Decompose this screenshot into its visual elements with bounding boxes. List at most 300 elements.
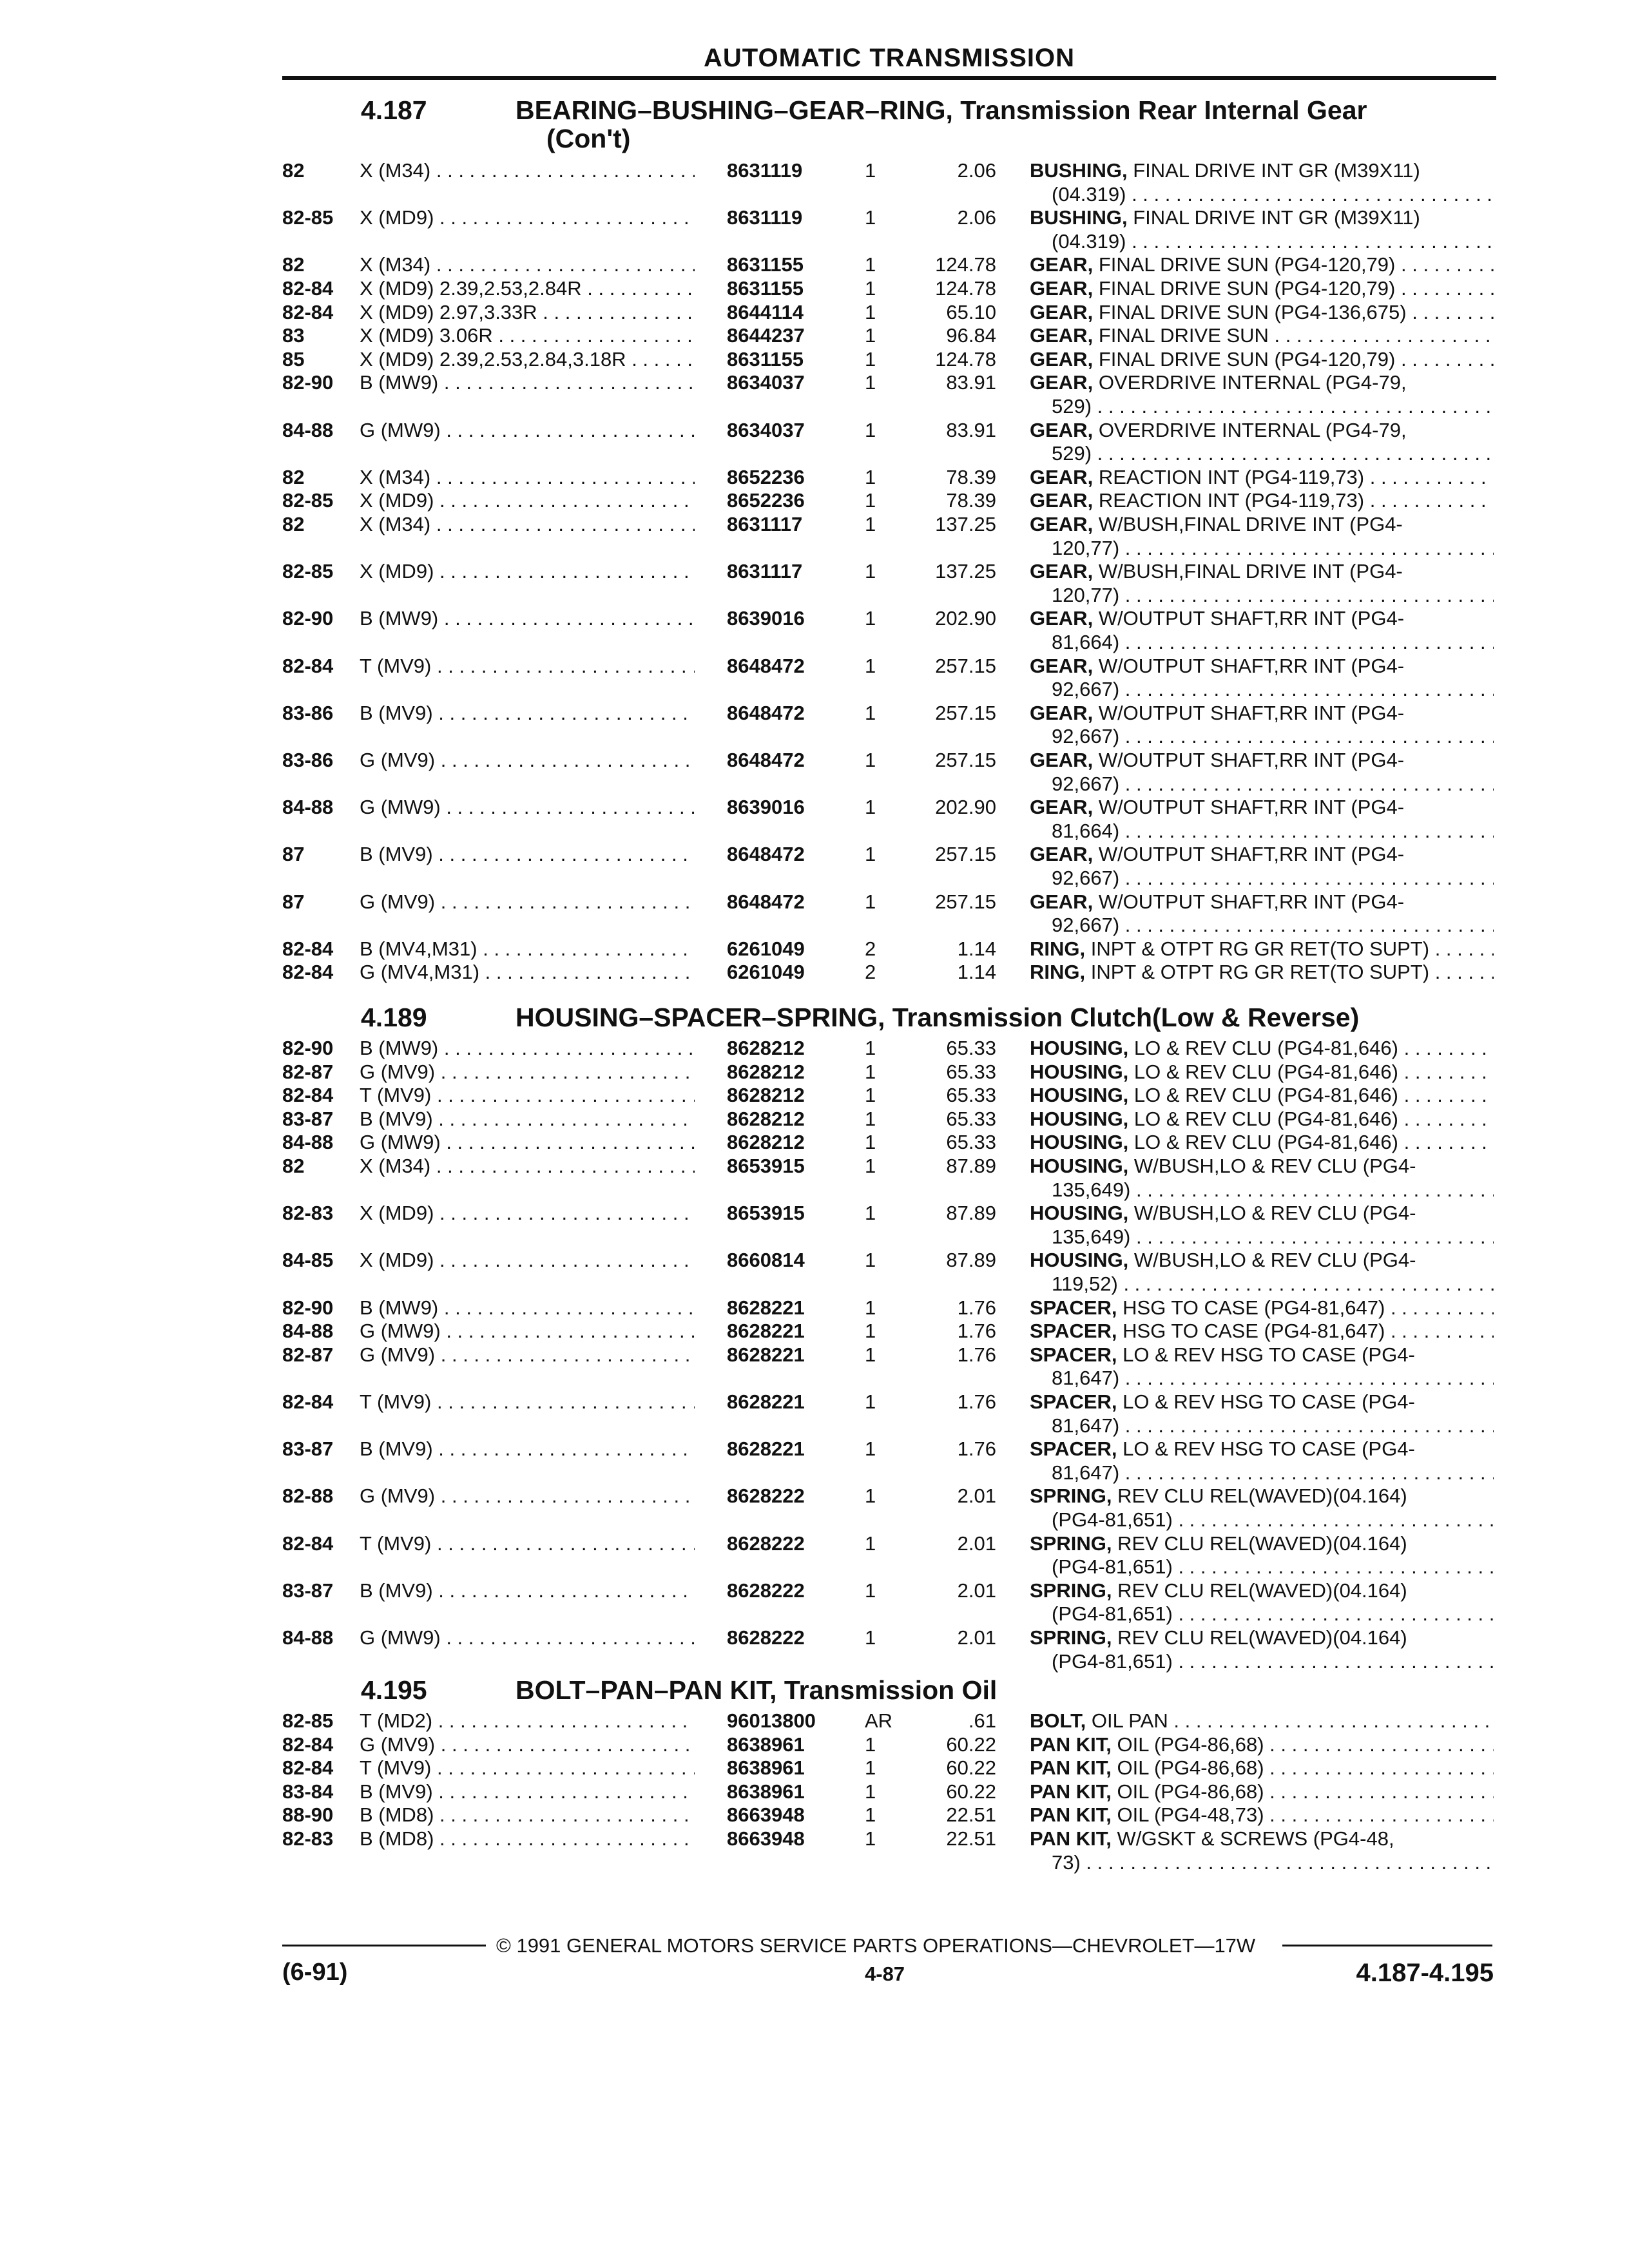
quantity: 1 [865, 1060, 876, 1083]
model-year: 82 [282, 1155, 305, 1177]
part-name: GEAR, [1030, 749, 1094, 771]
price: 2.06 [957, 159, 996, 182]
part-description [1030, 1484, 1494, 1508]
part-detail-continued: 73) . . . [1052, 1850, 1494, 1874]
model-code: X (MD9) . . . [360, 559, 695, 583]
part-number: 8652236 [727, 465, 805, 488]
quantity: 1 [865, 1437, 876, 1461]
model-code: B (MV9) . . . [360, 701, 695, 725]
part-number: 8628221 [727, 1296, 805, 1319]
model-year: 83 [282, 324, 305, 347]
part-number: 8628212 [727, 1107, 805, 1130]
price: 65.33 [946, 1084, 996, 1107]
part-number: 8628212 [727, 1037, 805, 1059]
quantity: 1 [865, 1733, 876, 1756]
part-description [1030, 300, 1494, 324]
quantity: 1 [865, 1579, 876, 1602]
model-year: 82-85 [282, 489, 334, 512]
price: 60.22 [946, 1780, 996, 1803]
model-year: 83-87 [282, 1107, 334, 1130]
price: 1.76 [957, 1296, 996, 1319]
model-code: X (MD9) 2.97,3.33R . . . [360, 300, 695, 324]
model-code: B (MV9) . . . [360, 1437, 695, 1461]
part-detail: OVERDRIVE INTERNAL (PG4-79, [1098, 371, 1407, 394]
part-number: 8631155 [727, 277, 804, 300]
part-description [1030, 748, 1494, 772]
model-code: G (MV9) . . . [360, 1484, 695, 1508]
part-detail-continued: 81,664) . . . [1052, 819, 1494, 843]
part-name: BOLT, [1030, 1709, 1086, 1732]
quantity: 1 [865, 1532, 876, 1555]
price: 2.06 [957, 206, 996, 229]
price: 202.90 [935, 796, 996, 819]
part-number: 8631155 [727, 253, 804, 276]
part-description [1030, 347, 1494, 371]
price: 60.22 [946, 1756, 996, 1780]
footer-copyright: © 1991 GENERAL MOTORS SERVICE PARTS OPERATIONS—CHEVROLET—17W [496, 1934, 1256, 1957]
page-number: 4-87 [865, 1963, 905, 1985]
quantity: 1 [865, 300, 876, 323]
model-year: 82-85 [282, 560, 334, 583]
part-detail: W/BUSH,LO & REV CLU (PG4- [1133, 1249, 1416, 1272]
part-description [1030, 1130, 1494, 1154]
model-year: 83-86 [282, 749, 334, 771]
part-description [1030, 1532, 1494, 1555]
quantity: 1 [865, 654, 876, 677]
price: 124.78 [935, 253, 996, 276]
model-code: G (MV9) . . . [360, 1060, 695, 1084]
part-detail-continued: 81,647) . . . [1052, 1414, 1494, 1437]
revision-date: (6-91) [282, 1959, 348, 1986]
quantity: 1 [865, 371, 876, 394]
part-number: 8628222 [727, 1532, 805, 1555]
quantity: 1 [865, 1780, 876, 1803]
part-detail: W/BUSH,LO & REV CLU (PG4- [1133, 1155, 1416, 1177]
price: 257.15 [935, 701, 996, 724]
part-detail: REACTION INT (PG4-119,73) [1098, 489, 1365, 512]
part-detail-continued: 92,667) . . . [1052, 866, 1494, 890]
price: 78.39 [946, 465, 996, 488]
part-name: HOUSING, [1030, 1060, 1129, 1083]
part-number: 8631155 [727, 347, 804, 370]
price: 65.33 [946, 1131, 996, 1154]
part-detail-continued: 81,647) . . . [1052, 1461, 1494, 1485]
part-description [1030, 795, 1494, 819]
quantity: 1 [865, 1390, 876, 1413]
part-number: 6261049 [727, 961, 805, 984]
part-description [1030, 1437, 1494, 1461]
quantity: 2 [865, 961, 876, 984]
part-name: SPACER, [1030, 1320, 1117, 1343]
part-description [1030, 1296, 1494, 1320]
part-description [1030, 1083, 1494, 1107]
model-code: B (MW9) . . . [360, 606, 695, 630]
part-name: SPRING, [1030, 1532, 1112, 1555]
model-year: 82-84 [282, 961, 334, 984]
price: .61 [968, 1709, 996, 1732]
section-title: HOUSING–SPACER–SPRING, Transmission Clutch(Low & Reverse) [516, 1003, 1360, 1032]
quantity: 1 [865, 277, 876, 300]
part-detail-continued: (PG4-81,651) . . . [1052, 1508, 1494, 1532]
part-name: RING, [1030, 937, 1086, 960]
model-year: 82 [282, 465, 305, 488]
model-year: 85 [282, 347, 305, 370]
part-detail-continued: 135,649) . . . [1052, 1178, 1494, 1202]
quantity: 1 [865, 465, 876, 488]
model-year: 82-84 [282, 1733, 334, 1756]
model-code: X (MD9) . . . [360, 488, 695, 512]
part-number: 8628212 [727, 1060, 805, 1083]
model-code: B (MV9) . . . [360, 1579, 695, 1602]
part-number: 8648472 [727, 654, 805, 677]
part-name: PAN KIT, [1030, 1803, 1112, 1827]
part-number: 8628221 [727, 1320, 805, 1343]
part-number: 8648472 [727, 749, 805, 771]
part-detail: REACTION INT (PG4-119,73) [1098, 465, 1365, 488]
part-detail: LO & REV CLU (PG4-81,646) [1133, 1107, 1398, 1130]
part-description [1030, 465, 1494, 489]
section-range: 4.187-4.195 [1356, 1959, 1494, 1987]
part-description [1030, 1319, 1494, 1343]
part-description [1030, 937, 1494, 961]
part-detail: REV CLU REL(WAVED)(04.164) [1117, 1485, 1407, 1508]
part-name: GEAR, [1030, 465, 1094, 488]
part-detail-continued: 81,647) . . . [1052, 1366, 1494, 1390]
part-description [1030, 1803, 1494, 1827]
part-description [1030, 1626, 1494, 1649]
part-number: 8639016 [727, 607, 805, 630]
price: 78.39 [946, 489, 996, 512]
part-detail-continued: 119,52) . . . [1052, 1272, 1494, 1296]
section-number: 4.189 [361, 1003, 427, 1032]
price: 87.89 [946, 1249, 996, 1272]
model-code: B (MV9) . . . [360, 1780, 695, 1803]
quantity: 1 [865, 324, 876, 347]
model-code: G (MW9) . . . [360, 1130, 695, 1154]
part-detail: HSG TO CASE (PG4-81,647) [1123, 1296, 1385, 1319]
part-detail: LO & REV CLU (PG4-81,646) [1133, 1131, 1398, 1154]
part-description [1030, 159, 1494, 182]
model-year: 84-88 [282, 1626, 334, 1649]
quantity: 1 [865, 1756, 876, 1780]
quantity: 1 [865, 1803, 876, 1827]
part-detail: W/OUTPUT SHAFT,RR INT (PG4- [1098, 749, 1405, 771]
model-year: 83-87 [282, 1437, 334, 1461]
part-name: HOUSING, [1030, 1107, 1129, 1130]
model-code: G (MV9) . . . [360, 890, 695, 914]
part-detail-continued: 92,667) . . . [1052, 724, 1494, 748]
part-name: GEAR, [1030, 300, 1094, 323]
model-year: 87 [282, 890, 305, 913]
part-detail-continued: 120,77) . . . [1052, 583, 1494, 607]
part-detail: REV CLU REL(WAVED)(04.164) [1117, 1626, 1407, 1649]
part-number: 8628212 [727, 1131, 805, 1154]
price: 1.76 [957, 1320, 996, 1343]
price: 2.01 [957, 1485, 996, 1508]
model-code: G (MV9) . . . [360, 1343, 695, 1367]
part-number: 8631119 [727, 206, 803, 229]
model-code: B (MD8) . . . [360, 1827, 695, 1850]
part-detail: W/OUTPUT SHAFT,RR INT (PG4- [1098, 796, 1405, 819]
model-year: 82-84 [282, 654, 334, 677]
part-number: 8628222 [727, 1579, 805, 1602]
model-code: T (MV9) . . . [360, 1532, 695, 1555]
quantity: 1 [865, 749, 876, 771]
model-code: X (M34) . . . [360, 512, 695, 536]
model-code: B (MW9) . . . [360, 1036, 695, 1060]
part-detail: INPT & OTPT RG GR RET(TO SUPT) [1090, 937, 1430, 960]
part-detail-continued: 529) . . . [1052, 441, 1494, 465]
part-name: SPACER, [1030, 1296, 1117, 1319]
part-detail: W/BUSH,FINAL DRIVE INT (PG4- [1098, 513, 1403, 535]
quantity: 1 [865, 701, 876, 724]
price: 65.33 [946, 1037, 996, 1059]
part-number: 8631117 [727, 513, 803, 535]
part-description [1030, 701, 1494, 725]
part-number: 8634037 [727, 371, 805, 394]
model-code: G (MV9) . . . [360, 1733, 695, 1756]
part-name: HOUSING, [1030, 1131, 1129, 1154]
model-year: 84-88 [282, 1131, 334, 1154]
part-name: PAN KIT, [1030, 1756, 1112, 1780]
quantity: 1 [865, 1155, 876, 1177]
part-detail-continued: (PG4-81,651) . . . [1052, 1649, 1494, 1673]
quantity: 1 [865, 418, 876, 441]
part-description [1030, 890, 1494, 914]
part-description [1030, 276, 1494, 300]
price: 83.91 [946, 418, 996, 441]
part-description [1030, 1201, 1494, 1225]
price: 96.84 [946, 324, 996, 347]
model-year: 82-84 [282, 1532, 334, 1555]
part-detail: FINAL DRIVE SUN (PG4-120,79) [1098, 347, 1396, 370]
quantity: 1 [865, 843, 876, 866]
part-number: 8631119 [727, 159, 803, 182]
part-name: GEAR, [1030, 489, 1094, 512]
part-description [1030, 1107, 1494, 1131]
part-detail-continued: 92,667) . . . [1052, 772, 1494, 796]
part-description [1030, 1060, 1494, 1084]
part-description [1030, 606, 1494, 630]
part-name: GEAR, [1030, 701, 1094, 724]
part-description [1030, 1343, 1494, 1367]
model-code: T (MV9) . . . [360, 1083, 695, 1107]
part-name: GEAR, [1030, 796, 1094, 819]
quantity: 1 [865, 489, 876, 512]
model-code: X (MD9) . . . [360, 1248, 695, 1272]
part-detail-continued: 92,667) . . . [1052, 677, 1494, 701]
model-code: B (MW9) . . . [360, 370, 695, 394]
part-number: 6261049 [727, 937, 805, 960]
part-description [1030, 512, 1494, 536]
model-year: 82-83 [282, 1202, 334, 1225]
footer-rule-left [282, 1945, 486, 1946]
part-number: 8663948 [727, 1827, 805, 1850]
model-code: X (M34) . . . [360, 159, 695, 182]
quantity: 1 [865, 1249, 876, 1272]
part-name: GEAR, [1030, 324, 1094, 347]
model-code: B (MV9) . . . [360, 842, 695, 866]
part-description [1030, 1390, 1494, 1414]
part-description [1030, 488, 1494, 512]
part-detail: OIL (PG4-86,68) [1117, 1733, 1264, 1756]
part-detail: W/OUTPUT SHAFT,RR INT (PG4- [1098, 607, 1405, 630]
quantity: AR [865, 1709, 893, 1732]
model-year: 82 [282, 253, 305, 276]
footer-rule-right [1282, 1945, 1492, 1946]
part-name: PAN KIT, [1030, 1827, 1112, 1850]
model-year: 83-84 [282, 1780, 334, 1803]
part-name: HOUSING, [1030, 1202, 1129, 1225]
part-number: 8638961 [727, 1756, 805, 1780]
part-description [1030, 206, 1494, 229]
part-detail: FINAL DRIVE INT GR (M39X11) [1133, 206, 1420, 229]
model-code: B (MD8) . . . [360, 1803, 695, 1827]
part-detail-continued: (PG4-81,651) . . . [1052, 1555, 1494, 1579]
quantity: 1 [865, 1084, 876, 1107]
price: 83.91 [946, 371, 996, 394]
price: 2.01 [957, 1626, 996, 1649]
part-number: 96013800 [727, 1709, 816, 1732]
part-detail: LO & REV CLU (PG4-81,646) [1133, 1060, 1398, 1083]
model-year: 82-84 [282, 300, 334, 323]
model-year: 82-83 [282, 1827, 334, 1850]
part-number: 8652236 [727, 489, 805, 512]
part-name: HOUSING, [1030, 1155, 1129, 1177]
model-year: 82-90 [282, 607, 334, 630]
part-number: 8644114 [727, 300, 804, 323]
model-code: X (M34) . . . [360, 465, 695, 489]
quantity: 1 [865, 560, 876, 583]
part-description [1030, 559, 1494, 583]
part-description [1030, 960, 1494, 984]
model-year: 83-87 [282, 1579, 334, 1602]
price: 22.51 [946, 1827, 996, 1850]
model-year: 83-86 [282, 701, 334, 724]
part-number: 8634037 [727, 418, 805, 441]
part-name: GEAR, [1030, 347, 1094, 370]
part-name: GEAR, [1030, 253, 1094, 276]
price: 65.33 [946, 1107, 996, 1130]
model-code: B (MV9) . . . [360, 1107, 695, 1131]
model-code: G (MW9) . . . [360, 1626, 695, 1649]
quantity: 1 [865, 1296, 876, 1319]
part-description [1030, 1733, 1494, 1756]
part-name: BUSHING, [1030, 159, 1128, 182]
part-number: 8648472 [727, 701, 805, 724]
model-year: 87 [282, 843, 305, 866]
part-number: 8628222 [727, 1626, 805, 1649]
price: 1.14 [957, 961, 996, 984]
part-name: GEAR, [1030, 418, 1094, 441]
section-title: BOLT–PAN–PAN KIT, Transmission Oil [516, 1675, 998, 1705]
part-number: 8638961 [727, 1733, 805, 1756]
part-description [1030, 1036, 1494, 1060]
section-title: BEARING–BUSHING–GEAR–RING, Transmission Rear Internal Gear [516, 95, 1367, 125]
quantity: 1 [865, 206, 876, 229]
part-detail: W/BUSH,FINAL DRIVE INT (PG4- [1098, 560, 1403, 583]
part-number: 8639016 [727, 796, 805, 819]
model-code: T (MV9) . . . [360, 1390, 695, 1414]
part-number: 8628221 [727, 1437, 805, 1461]
quantity: 1 [865, 1037, 876, 1059]
model-year: 82-85 [282, 1709, 334, 1732]
model-code: X (M34) . . . [360, 1154, 695, 1178]
model-year: 84-85 [282, 1249, 334, 1272]
model-year: 82-84 [282, 1756, 334, 1780]
price: 257.15 [935, 654, 996, 677]
part-detail: FINAL DRIVE SUN (PG4-120,79) [1098, 253, 1396, 276]
part-number: 8663948 [727, 1803, 805, 1827]
model-code: T (MV9) . . . [360, 654, 695, 678]
model-year: 84-88 [282, 418, 334, 441]
section-number: 4.187 [361, 95, 427, 125]
price: 257.15 [935, 749, 996, 771]
part-description [1030, 654, 1494, 678]
model-year: 82-84 [282, 277, 334, 300]
quantity: 1 [865, 347, 876, 370]
part-description [1030, 1756, 1494, 1780]
price: 124.78 [935, 277, 996, 300]
model-code: G (MV4,M31) . . . [360, 960, 695, 984]
model-year: 84-88 [282, 1320, 334, 1343]
part-detail-continued: (04.319) . . . [1052, 182, 1494, 206]
part-name: HOUSING, [1030, 1084, 1129, 1107]
model-code: B (MV4,M31) . . . [360, 937, 695, 961]
part-name: GEAR, [1030, 654, 1094, 677]
price: 60.22 [946, 1733, 996, 1756]
part-number: 8660814 [727, 1249, 805, 1272]
part-description [1030, 323, 1494, 347]
part-detail: LO & REV CLU (PG4-81,646) [1133, 1037, 1398, 1059]
part-detail: FINAL DRIVE SUN (PG4-136,675) [1098, 300, 1407, 323]
price: 1.14 [957, 937, 996, 960]
part-number: 8653915 [727, 1202, 805, 1225]
part-name: PAN KIT, [1030, 1780, 1112, 1803]
part-detail: OIL (PG4-86,68) [1117, 1780, 1264, 1803]
price: 65.33 [946, 1060, 996, 1083]
part-detail: W/OUTPUT SHAFT,RR INT (PG4- [1098, 890, 1405, 913]
part-description [1030, 1827, 1494, 1850]
part-description [1030, 1579, 1494, 1602]
part-detail: W/GSKT & SCREWS (PG4-48, [1117, 1827, 1394, 1850]
quantity: 1 [865, 1343, 876, 1366]
page-header-title: AUTOMATIC TRANSMISSION [703, 44, 1075, 72]
model-year: 82-90 [282, 371, 334, 394]
part-name: GEAR, [1030, 371, 1094, 394]
model-year: 82-90 [282, 1037, 334, 1059]
quantity: 1 [865, 1827, 876, 1850]
part-detail-continued: (PG4-81,651) . . . [1052, 1602, 1494, 1626]
part-detail: FINAL DRIVE INT GR (M39X11) [1133, 159, 1420, 182]
part-number: 8638961 [727, 1780, 805, 1803]
model-year: 82-85 [282, 206, 334, 229]
part-detail: OVERDRIVE INTERNAL (PG4-79, [1098, 418, 1407, 441]
model-code: G (MV9) . . . [360, 748, 695, 772]
part-detail-continued: 81,664) . . . [1052, 630, 1494, 654]
model-code: T (MD2) . . . [360, 1709, 695, 1733]
model-code: X (MD9) 2.39,2.53,2.84R . . . [360, 276, 695, 300]
part-detail-continued: (04.319) . . . [1052, 229, 1494, 253]
part-number: 8653915 [727, 1155, 805, 1177]
part-name: RING, [1030, 961, 1086, 984]
part-name: BUSHING, [1030, 206, 1128, 229]
model-code: T (MV9) . . . [360, 1756, 695, 1780]
price: 257.15 [935, 843, 996, 866]
part-description [1030, 253, 1494, 276]
model-code: X (MD9) . . . [360, 1201, 695, 1225]
price: 87.89 [946, 1202, 996, 1225]
